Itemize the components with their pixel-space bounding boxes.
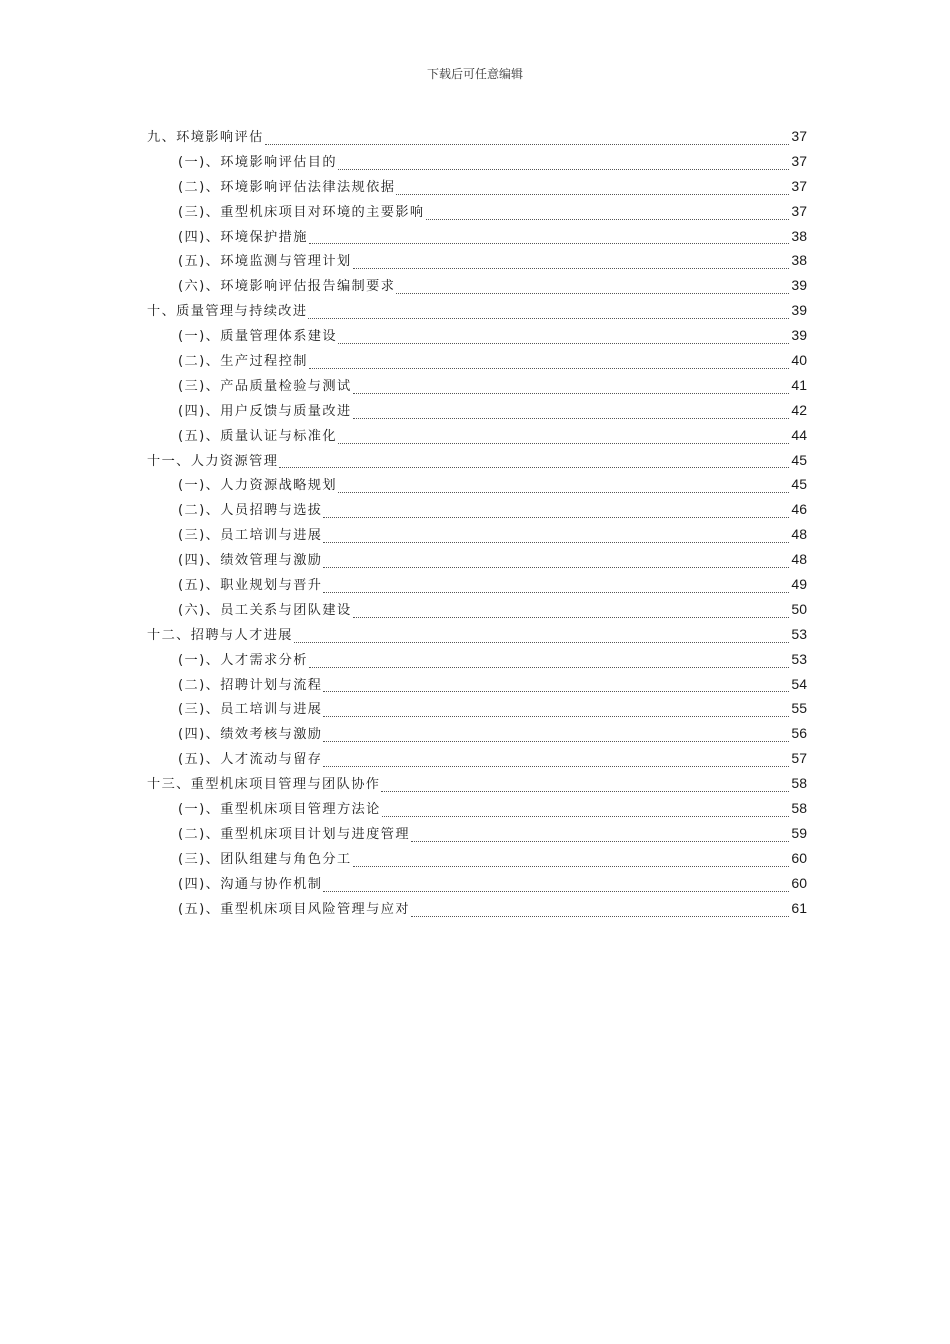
toc-page-number: 44 xyxy=(791,426,807,443)
toc-page-number: 37 xyxy=(791,202,807,219)
toc-section-entry[interactable] xyxy=(147,848,807,873)
toc-section-entry[interactable] xyxy=(147,524,807,549)
toc-section-entry[interactable] xyxy=(147,151,807,176)
toc-dot-leader xyxy=(323,766,789,767)
toc-dot-leader xyxy=(323,592,789,593)
toc-section-entry[interactable] xyxy=(147,599,807,624)
toc-entry-label: (四)、沟通与协作机制 xyxy=(178,876,323,892)
toc-dot-leader xyxy=(309,368,790,369)
toc-entry-label: (五)、质量认证与标准化 xyxy=(178,428,337,444)
toc-entry-label: (五)、环境监测与管理计划 xyxy=(178,254,352,270)
toc-page-number: 53 xyxy=(791,650,807,667)
toc-section-entry[interactable] xyxy=(147,549,807,574)
toc-entry-label: (一)、环境影响评估目的 xyxy=(178,154,337,170)
toc-chapter-entry[interactable] xyxy=(147,126,807,151)
toc-entry-label: 十二、招聘与人才进展 xyxy=(147,627,293,643)
toc-section-entry[interactable] xyxy=(147,499,807,524)
toc-dot-leader xyxy=(353,268,790,269)
toc-entry-label: (五)、人才流动与留存 xyxy=(178,752,323,768)
toc-section-entry[interactable] xyxy=(147,748,807,773)
toc-page-number: 54 xyxy=(791,675,807,692)
toc-page-number: 42 xyxy=(791,401,807,418)
toc-page-number: 45 xyxy=(791,451,807,468)
toc-dot-leader xyxy=(279,467,789,468)
toc-section-entry[interactable] xyxy=(147,798,807,823)
toc-section-entry[interactable] xyxy=(147,425,807,450)
toc-dot-leader xyxy=(411,916,790,917)
toc-entry-label: 十三、重型机床项目管理与团队协作 xyxy=(147,777,381,793)
toc-dot-leader xyxy=(323,716,789,717)
toc-page-number: 50 xyxy=(791,600,807,617)
toc-page-number: 55 xyxy=(791,700,807,717)
toc-page-number: 40 xyxy=(791,352,807,369)
toc-entry-label: (二)、人员招聘与选拔 xyxy=(178,503,323,519)
table-of-contents xyxy=(147,126,807,923)
toc-section-entry[interactable] xyxy=(147,375,807,400)
toc-dot-leader xyxy=(353,418,790,419)
toc-section-entry[interactable] xyxy=(147,350,807,375)
toc-section-entry[interactable] xyxy=(147,574,807,599)
toc-page-number: 38 xyxy=(791,227,807,244)
toc-dot-leader xyxy=(323,517,789,518)
page-header: 下载后可任意编辑 xyxy=(426,67,523,81)
toc-section-entry[interactable] xyxy=(147,176,807,201)
toc-page-number: 39 xyxy=(791,277,807,294)
toc-entry-label: 十一、人力资源管理 xyxy=(147,453,279,469)
toc-entry-label: (六)、员工关系与团队建设 xyxy=(178,602,352,618)
toc-dot-leader xyxy=(353,393,790,394)
toc-dot-leader xyxy=(323,891,789,892)
toc-entry-label: (一)、人力资源战略规划 xyxy=(178,478,337,494)
toc-entry-label: (三)、员工培训与进展 xyxy=(178,702,323,718)
toc-dot-leader xyxy=(411,841,790,842)
toc-section-entry[interactable] xyxy=(147,400,807,425)
toc-entry-label: (四)、环境保护措施 xyxy=(178,229,308,245)
toc-entry-label: (四)、绩效管理与激励 xyxy=(178,553,323,569)
toc-entry-label: (三)、产品质量检验与测试 xyxy=(178,378,352,394)
toc-dot-leader xyxy=(396,194,789,195)
toc-section-entry[interactable] xyxy=(147,898,807,923)
toc-section-entry[interactable] xyxy=(147,226,807,251)
toc-page-number: 46 xyxy=(791,501,807,518)
toc-section-entry[interactable] xyxy=(147,723,807,748)
toc-section-entry[interactable] xyxy=(147,698,807,723)
toc-entry-label: (一)、质量管理体系建设 xyxy=(178,329,337,345)
toc-dot-leader xyxy=(382,816,790,817)
toc-dot-leader xyxy=(353,617,790,618)
toc-entry-label: (二)、重型机床项目计划与进度管理 xyxy=(178,826,410,842)
toc-entry-label: (四)、用户反馈与质量改进 xyxy=(178,403,352,419)
toc-page-number: 58 xyxy=(791,800,807,817)
toc-page-number: 59 xyxy=(791,824,807,841)
toc-chapter-entry[interactable] xyxy=(147,624,807,649)
toc-dot-leader xyxy=(338,443,789,444)
toc-dot-leader xyxy=(323,691,789,692)
toc-page-number: 41 xyxy=(791,376,807,393)
toc-dot-leader xyxy=(309,243,790,244)
toc-section-entry[interactable] xyxy=(147,275,807,300)
toc-entry-label: 九、环境影响评估 xyxy=(147,130,264,145)
toc-entry-label: (一)、重型机床项目管理方法论 xyxy=(178,802,381,818)
toc-page-number: 61 xyxy=(791,899,807,916)
toc-dot-leader xyxy=(426,219,790,220)
toc-page-number: 38 xyxy=(791,252,807,269)
toc-page-number: 48 xyxy=(791,551,807,568)
toc-section-entry[interactable] xyxy=(147,325,807,350)
toc-page-number: 37 xyxy=(791,177,807,194)
toc-entry-label: (二)、环境影响评估法律法规依据 xyxy=(178,179,396,195)
toc-chapter-entry[interactable] xyxy=(147,300,807,325)
toc-section-entry[interactable] xyxy=(147,674,807,699)
toc-entry-label: (三)、团队组建与角色分工 xyxy=(178,851,352,867)
toc-page-number: 37 xyxy=(791,128,807,144)
toc-page-number: 53 xyxy=(791,625,807,642)
toc-page-number: 49 xyxy=(791,576,807,593)
toc-entry-label: (四)、绩效考核与激励 xyxy=(178,727,323,743)
toc-section-entry[interactable] xyxy=(147,873,807,898)
toc-dot-leader xyxy=(338,169,789,170)
toc-entry-label: (五)、职业规划与晋升 xyxy=(178,578,323,594)
toc-dot-leader xyxy=(381,791,789,792)
toc-page-number: 56 xyxy=(791,725,807,742)
toc-page-number: 45 xyxy=(791,476,807,493)
toc-dot-leader xyxy=(294,642,790,643)
toc-dot-leader xyxy=(323,567,789,568)
toc-dot-leader xyxy=(323,542,789,543)
toc-entry-label: (二)、招聘计划与流程 xyxy=(178,677,323,693)
toc-dot-leader xyxy=(309,667,790,668)
toc-entry-label: 十、质量管理与持续改进 xyxy=(147,304,308,320)
toc-page-number: 39 xyxy=(791,327,807,344)
toc-chapter-entry[interactable] xyxy=(147,450,807,475)
toc-page-number: 48 xyxy=(791,526,807,543)
toc-page-number: 60 xyxy=(791,874,807,891)
toc-dot-leader xyxy=(265,144,790,145)
toc-dot-leader xyxy=(338,343,789,344)
toc-entry-label: (三)、重型机床项目对环境的主要影响 xyxy=(178,204,425,220)
toc-page-number: 39 xyxy=(791,302,807,319)
toc-page-number: 37 xyxy=(791,152,807,169)
toc-dot-leader xyxy=(338,492,789,493)
toc-section-entry[interactable] xyxy=(147,649,807,674)
toc-section-entry[interactable] xyxy=(147,474,807,499)
toc-dot-leader xyxy=(323,741,789,742)
toc-section-entry[interactable] xyxy=(147,201,807,226)
toc-page-number: 60 xyxy=(791,849,807,866)
toc-entry-label: (三)、员工培训与进展 xyxy=(178,528,323,544)
toc-page-number: 57 xyxy=(791,750,807,767)
toc-entry-label: (六)、环境影响评估报告编制要求 xyxy=(178,279,396,295)
toc-section-entry[interactable] xyxy=(147,250,807,275)
toc-dot-leader xyxy=(308,318,789,319)
toc-entry-label: (二)、生产过程控制 xyxy=(178,354,308,370)
toc-page-number: 58 xyxy=(791,775,807,792)
toc-entry-label: (一)、人才需求分析 xyxy=(178,652,308,668)
toc-entry-label: (五)、重型机床项目风险管理与应对 xyxy=(178,901,410,917)
toc-dot-leader xyxy=(396,293,789,294)
toc-chapter-entry[interactable] xyxy=(147,773,807,798)
toc-section-entry[interactable] xyxy=(147,823,807,848)
toc-dot-leader xyxy=(353,866,790,867)
